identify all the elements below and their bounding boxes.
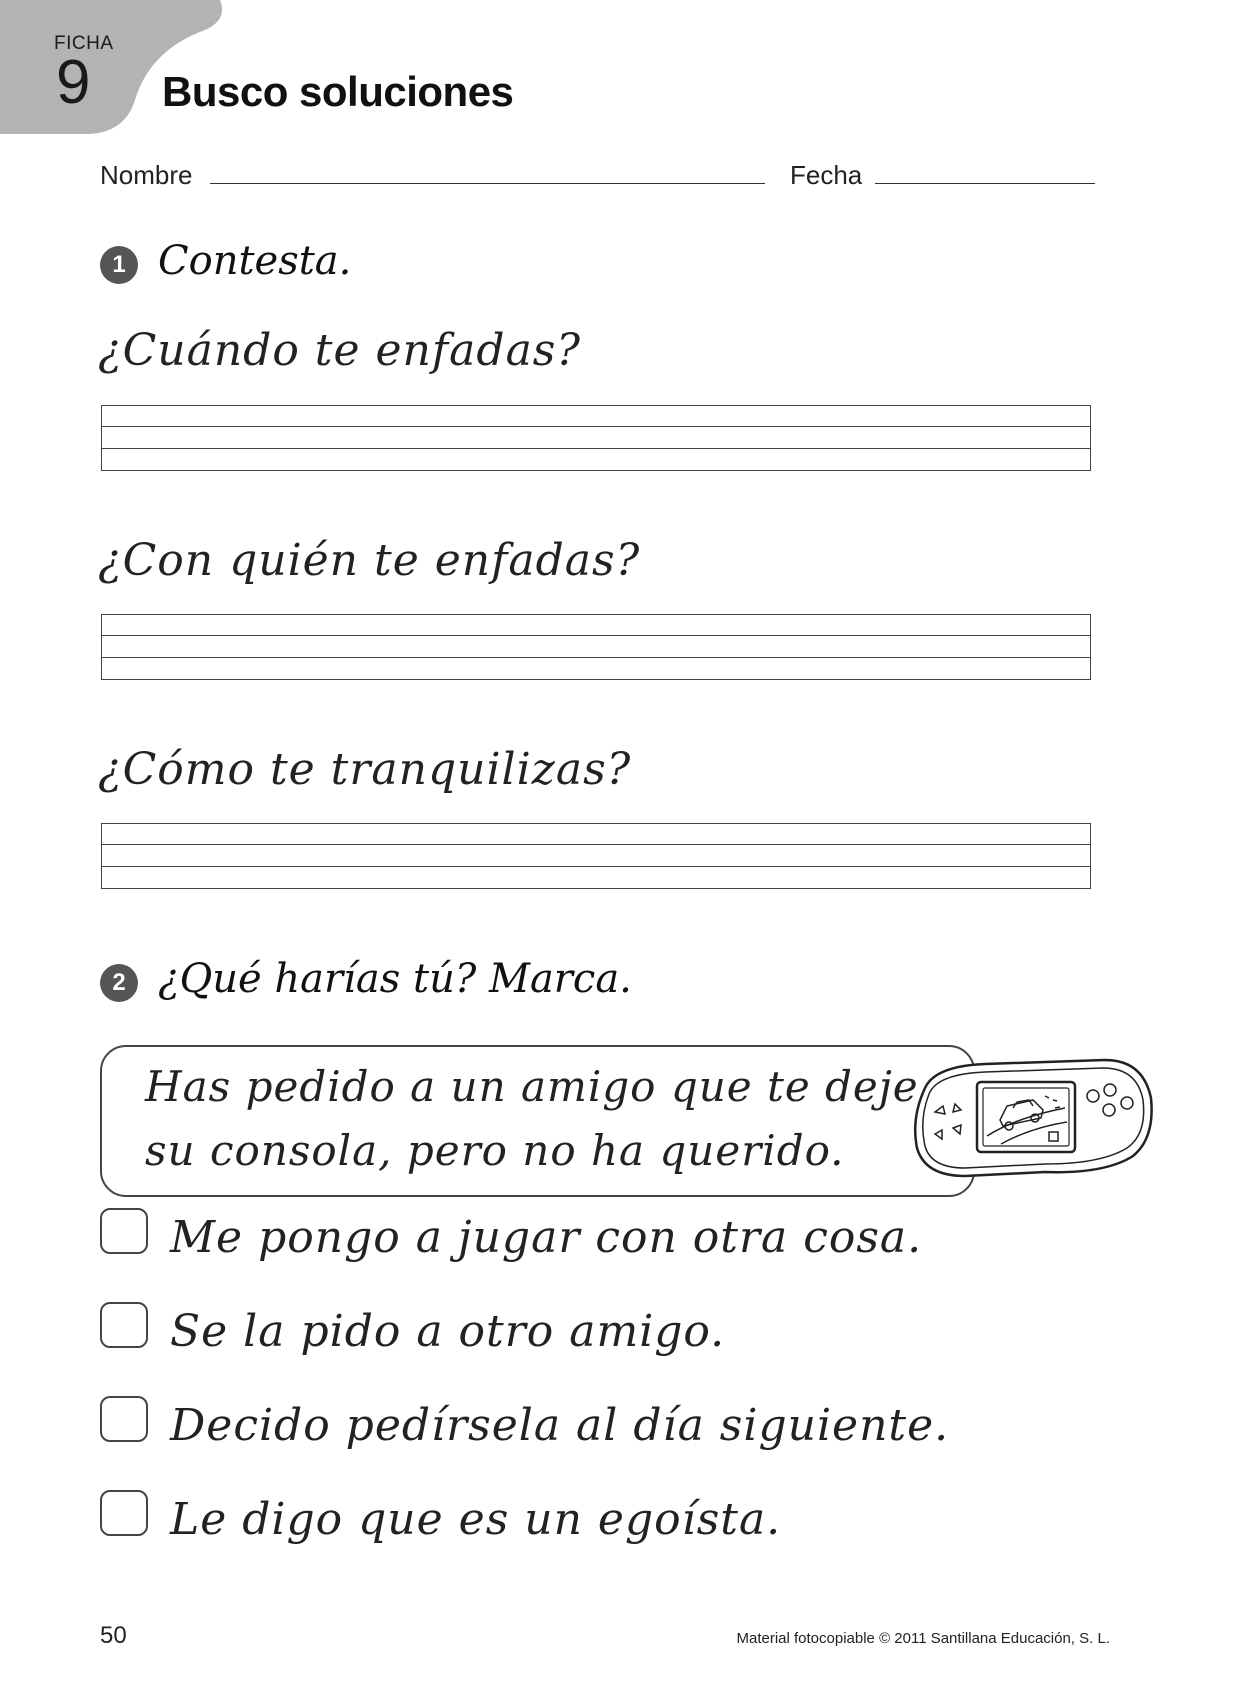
writing-rule	[102, 866, 1090, 867]
option-3-checkbox[interactable]	[100, 1396, 148, 1442]
ficha-label: FICHA	[54, 33, 114, 54]
writing-rule	[102, 426, 1090, 427]
question-1: ¿Cuándo te enfadas?	[98, 325, 581, 376]
question-2: ¿Con quién te enfadas?	[98, 535, 641, 586]
name-label: Nombre	[100, 160, 193, 190]
activity-1-heading: Contesta.	[158, 238, 352, 284]
ficha-number: 9	[56, 48, 91, 117]
answer-lines-2[interactable]	[101, 614, 1091, 680]
option-4-label: Le digo que es un egoísta.	[170, 1494, 782, 1545]
scenario-line-1: Has pedido a un amigo que te deje	[145, 1062, 919, 1111]
writing-rule	[102, 448, 1090, 449]
page-number: 50	[100, 1622, 127, 1649]
option-2-checkbox[interactable]	[100, 1302, 148, 1348]
activity-1-number: 1	[100, 246, 138, 284]
answer-lines-1[interactable]	[101, 405, 1091, 471]
writing-rule	[102, 844, 1090, 845]
game-console-icon	[905, 1048, 1155, 1180]
option-3-label: Decido pedírsela al día siguiente.	[170, 1400, 950, 1451]
date-field[interactable]	[875, 183, 1095, 184]
activity-2-heading: ¿Qué harías tú? Marca.	[158, 956, 632, 1002]
name-field[interactable]	[210, 183, 765, 184]
date-label: Fecha	[790, 160, 863, 190]
copyright-notice: Material fotocopiable © 2011 Santillana Educación, S. L.	[736, 1630, 1110, 1647]
option-2-label: Se la pido a otro amigo.	[170, 1306, 726, 1357]
question-3: ¿Cómo te tranquilizas?	[98, 744, 632, 795]
answer-lines-3[interactable]	[101, 823, 1091, 889]
writing-rule	[102, 635, 1090, 636]
page-title: Busco soluciones	[162, 68, 514, 115]
scenario-line-2: su consola, pero no ha querido.	[145, 1126, 845, 1175]
option-1-label: Me pongo a jugar con otra cosa.	[170, 1212, 923, 1263]
writing-rule	[102, 657, 1090, 658]
option-4-checkbox[interactable]	[100, 1490, 148, 1536]
activity-2-number: 2	[100, 964, 138, 1002]
option-1-checkbox[interactable]	[100, 1208, 148, 1254]
